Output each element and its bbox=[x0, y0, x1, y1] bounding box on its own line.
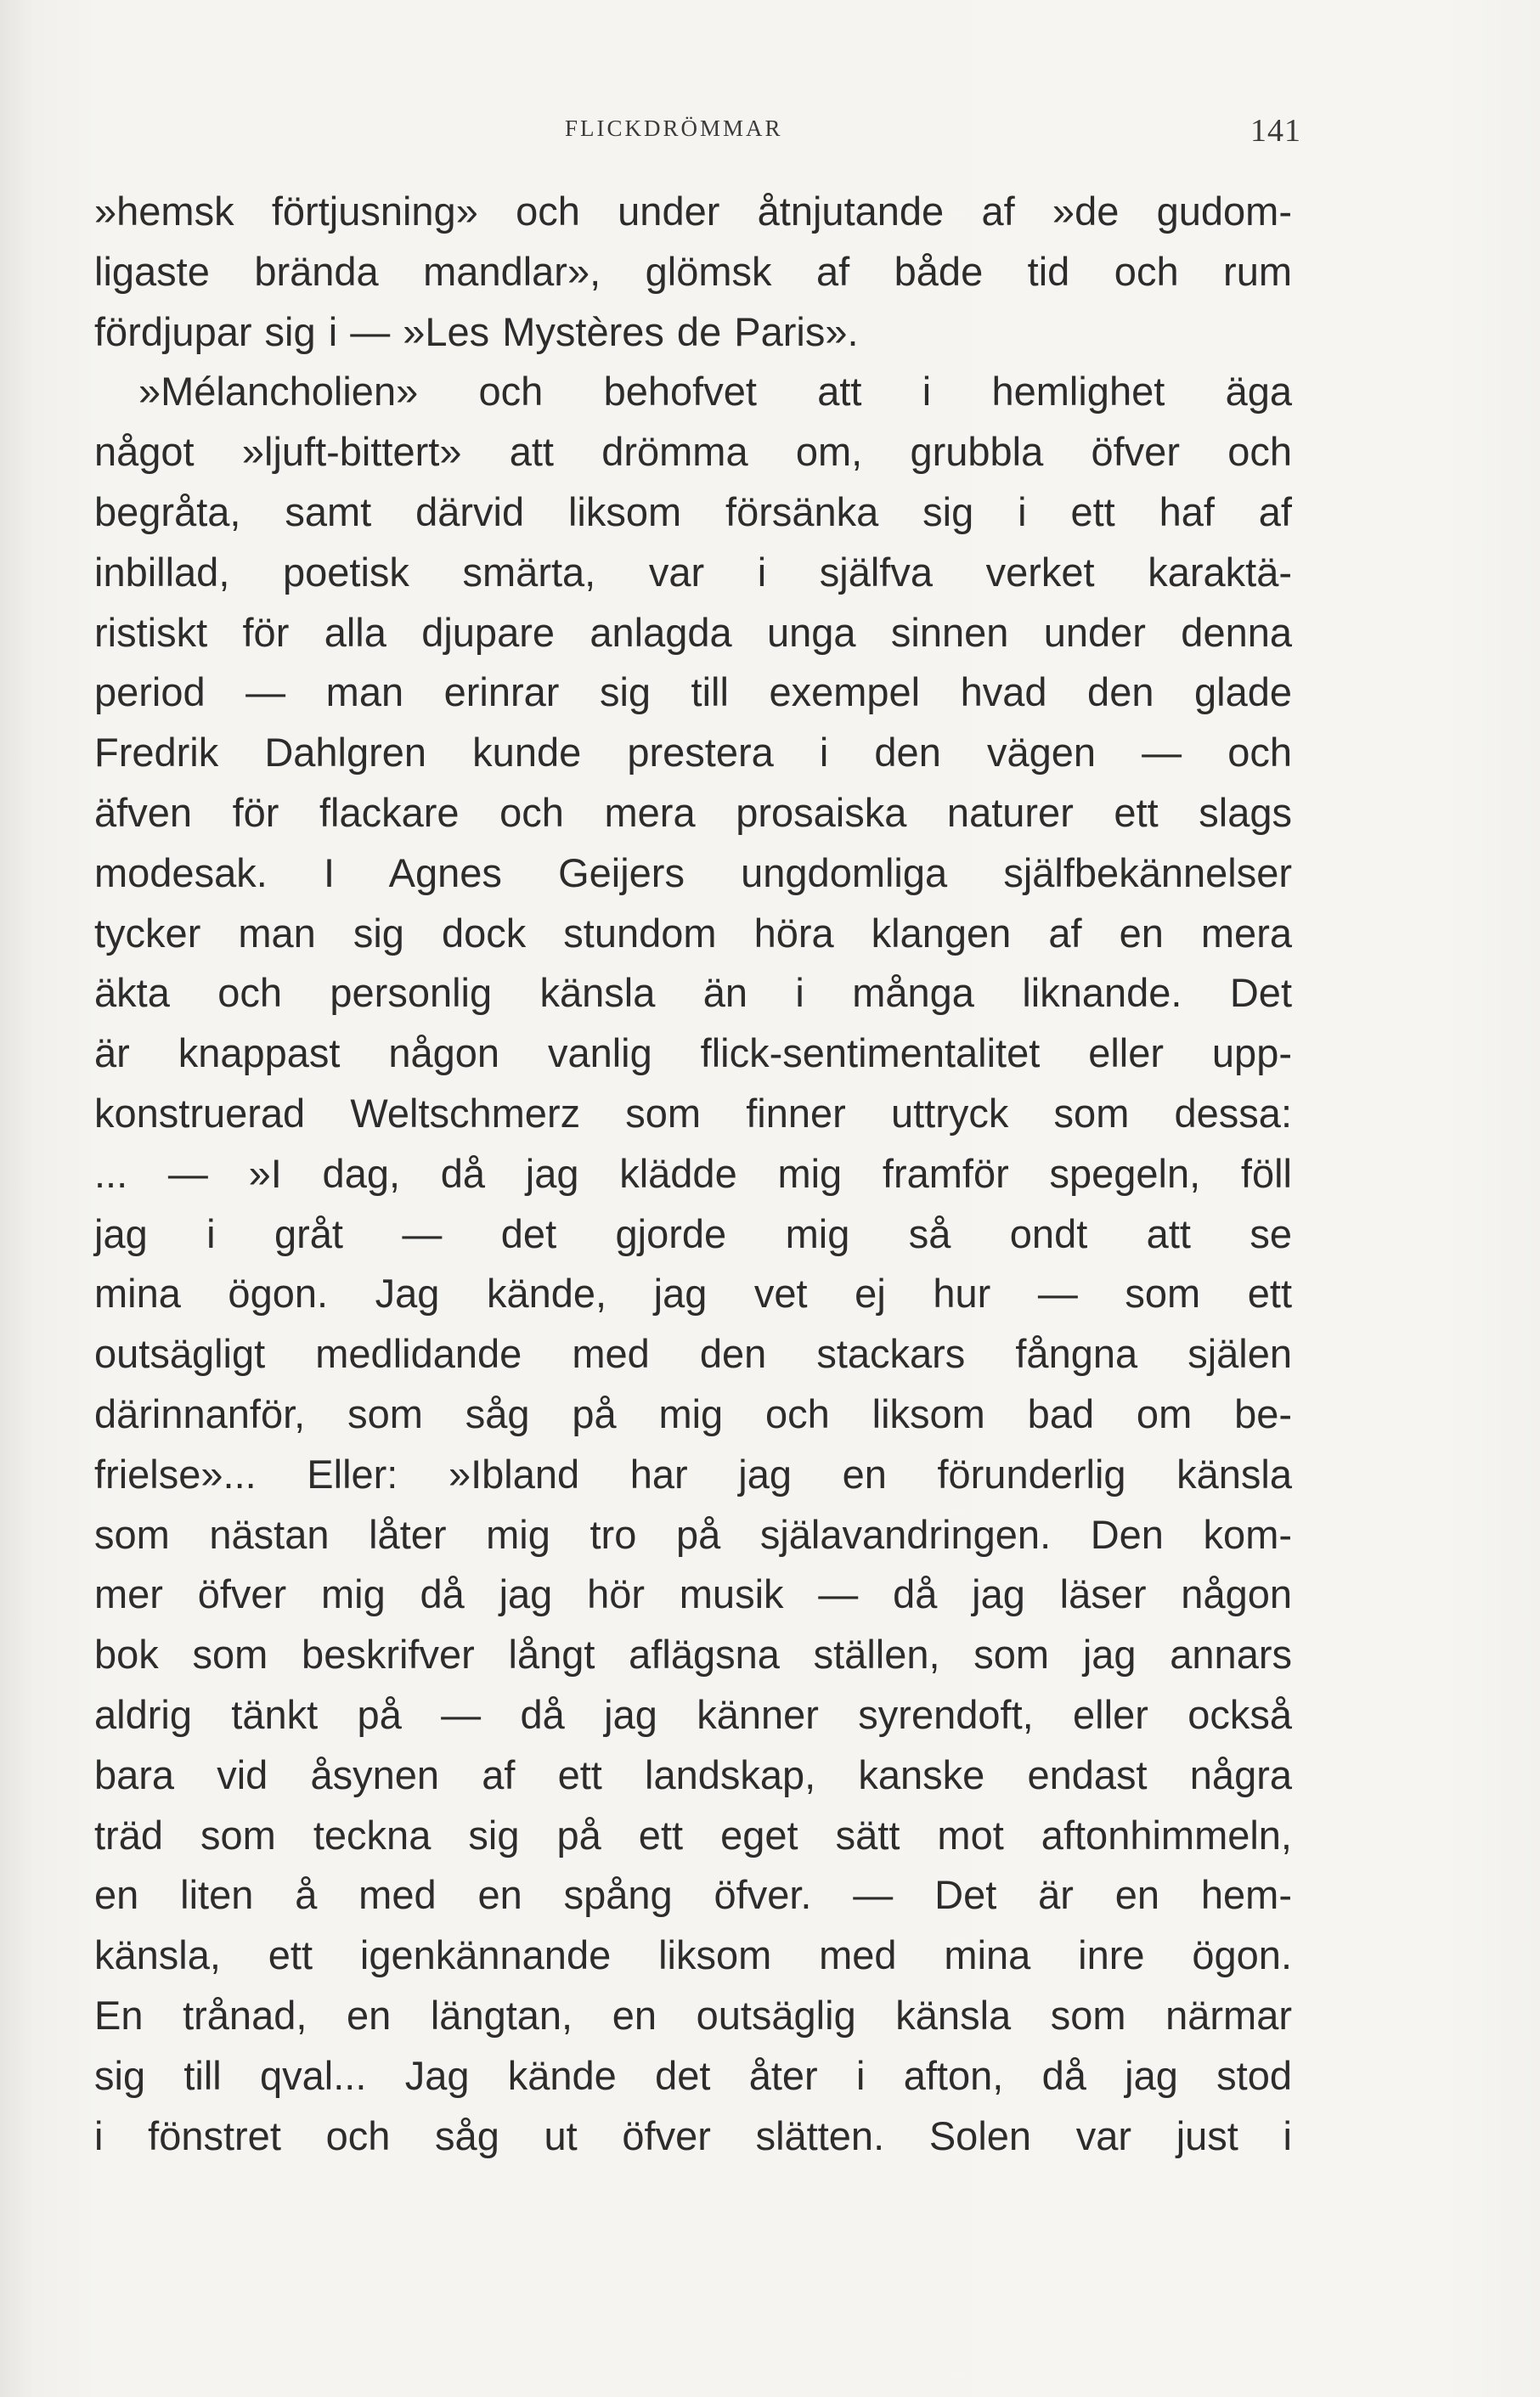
running-title: FLICKDRÖMMAR bbox=[565, 116, 783, 141]
text-line: som nästan låter mig tro på själavandringen. Den kom- bbox=[94, 1511, 1292, 1557]
text-line-spaced: mina ögon. Jag kände, jag vet ej hur — som ett bbox=[94, 1271, 1292, 1317]
text-line-spaced: jag i gråt — det gjorde mig så ondt att se bbox=[94, 1210, 1292, 1256]
body-text bbox=[94, 182, 1292, 2166]
running-head bbox=[0, 113, 1540, 149]
text-line: inbillad, poetisk smärta, var i själfva verket karaktä- bbox=[94, 549, 1292, 595]
text-line: känsla, ett igenkännande liksom med mina inre ögon. bbox=[94, 1932, 1292, 1978]
text-line: period — man erinrar sig till exempel hvad den glade bbox=[94, 669, 1292, 715]
text-line: bok som beskrifver långt aflägsna ställen, som jag annars bbox=[94, 1632, 1292, 1678]
text-line: ... — »I dag, då jag klädde mig framför spegeln, föll bbox=[94, 1150, 1292, 1196]
text-line: därinnanför, som såg på mig och liksom bad om be- bbox=[94, 1390, 1292, 1436]
text-line: modesak. I Agnes Geijers ungdomliga själfbekännelser bbox=[94, 849, 1292, 895]
text-line: outsägligt medlidande med den stackars fångna själen bbox=[94, 1331, 1292, 1377]
text-line: något »ljuft-bittert» att drömma om, grubbla öfver och bbox=[94, 429, 1292, 475]
text-line: fördjupar sig i — »Les Mystères de Paris». bbox=[94, 308, 859, 354]
text-line: träd som teckna sig på ett eget sätt mot aftonhimmeln, bbox=[94, 1812, 1292, 1858]
text-line: bara vid åsynen af ett landskap, kanske endast några bbox=[94, 1751, 1292, 1797]
text-line: aldrig tänkt på — då jag känner syrendoft, eller också bbox=[94, 1691, 1292, 1737]
text-line: mer öfver mig då jag hör musik — då jag läser någon bbox=[94, 1571, 1292, 1617]
text-line: begråta, samt därvid liksom försänka sig i ett haf af bbox=[94, 488, 1292, 534]
text-line: konstruerad Weltschmerz som finner uttryck som dessa: bbox=[94, 1090, 1292, 1136]
text-line: en liten å med en spång öfver. — Det är en hem- bbox=[94, 1872, 1292, 1918]
text-line: »Mélancholien» och behofvet att i hemlighet äga bbox=[138, 369, 1292, 415]
text-line: ligaste brända mandlar», glömsk af både tid och rum bbox=[94, 248, 1292, 294]
text-line: ristiskt för alla djupare anlagda unga sinnen under denna bbox=[94, 609, 1292, 655]
text-line: är knappast någon vanlig flick-sentimentalitet eller upp- bbox=[94, 1030, 1292, 1076]
text-line: i fönstret och såg ut öfver slätten. Solen var just i bbox=[94, 2112, 1292, 2158]
text-line: tycker man sig dock stundom höra klangen af en mera bbox=[94, 910, 1292, 956]
text-line: Fredrik Dahlgren kunde prestera i den vägen — och bbox=[94, 730, 1292, 776]
text-line: äfven för flackare och mera prosaiska naturer ett slags bbox=[94, 789, 1292, 835]
text-line: äkta och personlig känsla än i många liknande. Det bbox=[94, 970, 1292, 1016]
page-number: 141 bbox=[1250, 113, 1301, 149]
text-line: frielse»... Eller: »Ibland har jag en förunderlig känsla bbox=[94, 1451, 1292, 1497]
text-line: »hemsk förtjusning» och under åtnjutande af »de gudom- bbox=[94, 189, 1292, 234]
text-line: En trånad, en längtan, en outsäglig känsla som närmar bbox=[94, 1992, 1292, 2038]
text-line: sig till qval... Jag kände det åter i afton, då jag stod bbox=[94, 2052, 1292, 2098]
